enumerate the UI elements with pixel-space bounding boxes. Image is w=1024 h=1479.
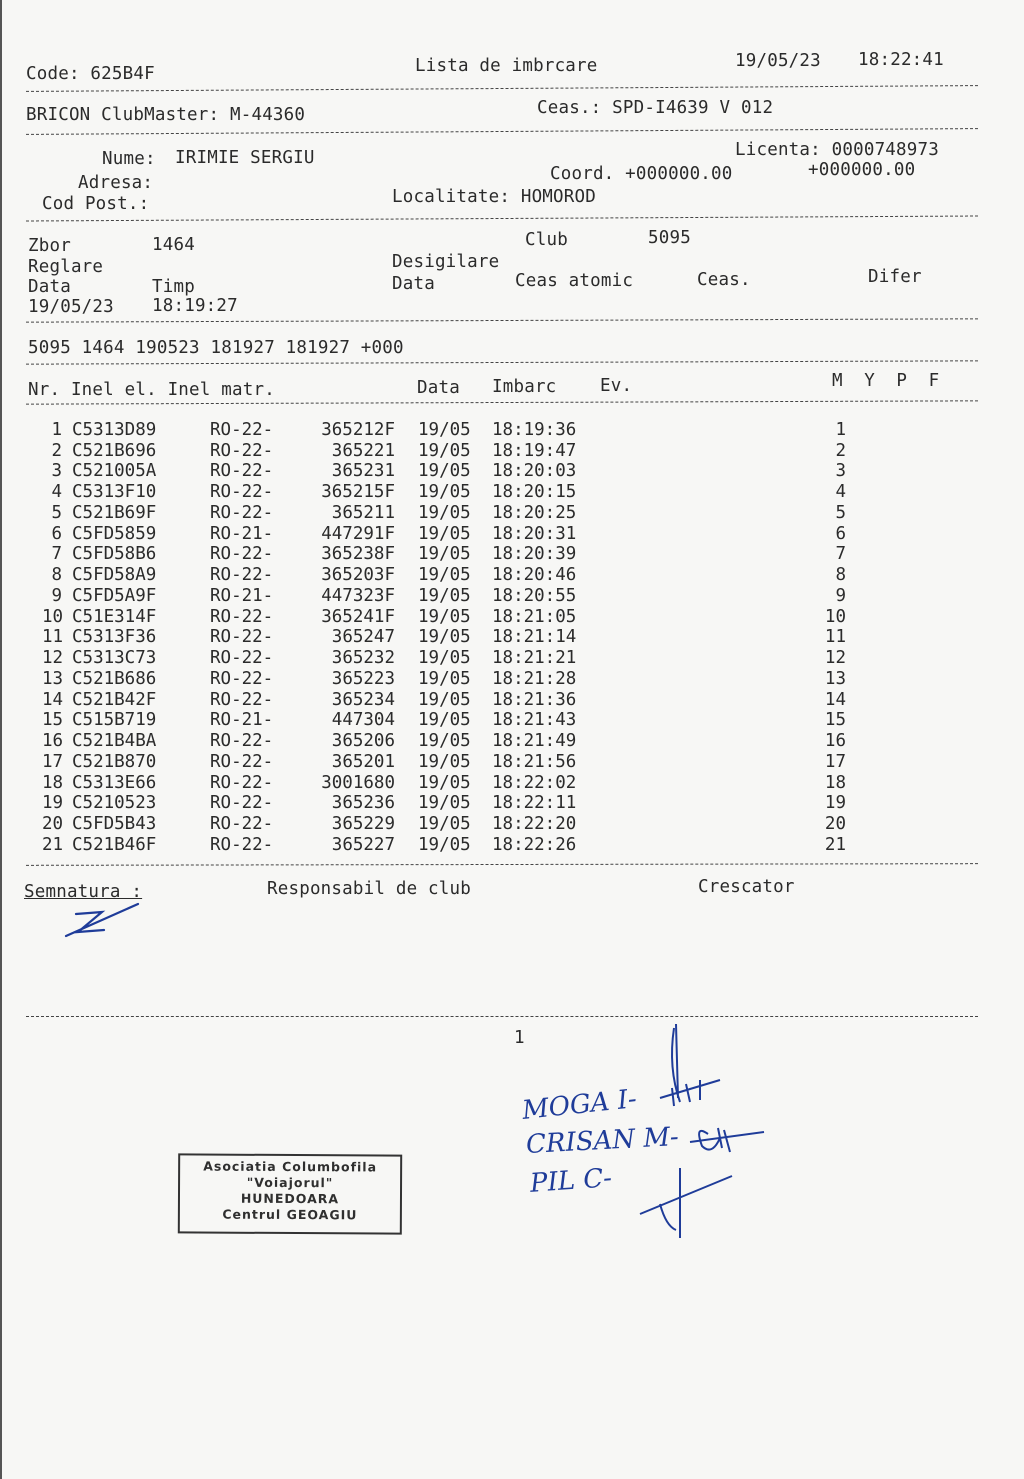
cell-m: 4 bbox=[835, 482, 846, 502]
cell-el: C521B686 bbox=[72, 669, 157, 689]
cell-pref: RO-22- bbox=[210, 420, 274, 440]
time-label: Timp bbox=[152, 277, 195, 297]
cell-m: 17 bbox=[824, 752, 846, 772]
cell-el: C521B69F bbox=[72, 503, 157, 523]
signature-mark bbox=[58, 892, 148, 944]
stamp-line-2: "Voiajorul" bbox=[246, 1174, 334, 1191]
table-row bbox=[0, 588, 1024, 609]
cell-m: 20 bbox=[824, 814, 846, 834]
print-time: 18:22:41 bbox=[858, 50, 944, 70]
clock-label: Ceas. bbox=[697, 270, 751, 290]
cell-matr: 365223 bbox=[331, 669, 395, 689]
signature-label: Semnatura : bbox=[24, 882, 143, 902]
cell-el: C5210523 bbox=[72, 793, 157, 813]
cell-m: 1 bbox=[835, 420, 846, 440]
cell-el: C521B4BA bbox=[72, 731, 157, 751]
table-row bbox=[0, 795, 1024, 816]
cell-m: 16 bbox=[824, 731, 846, 751]
cell-matr: 365241F bbox=[321, 607, 395, 627]
cell-time: 18:20:55 bbox=[492, 586, 577, 606]
cell-nr: 7 bbox=[51, 544, 62, 564]
cell-m: 13 bbox=[824, 669, 846, 689]
cell-time: 18:21:56 bbox=[492, 752, 577, 772]
table-row bbox=[0, 712, 1024, 733]
cell-nr: 20 bbox=[42, 814, 64, 834]
cell-date: 19/05 bbox=[418, 669, 471, 689]
cell-m: 21 bbox=[824, 835, 846, 855]
table-row bbox=[0, 816, 1024, 837]
cell-nr: 8 bbox=[51, 565, 62, 585]
handwritten-signatures bbox=[620, 1018, 780, 1248]
cell-date: 19/05 bbox=[418, 710, 471, 730]
summary-line: 5095 1464 190523 181927 181927 +000 bbox=[28, 338, 404, 358]
cell-el: C521B42F bbox=[72, 690, 157, 710]
cell-pref: RO-22- bbox=[210, 773, 274, 793]
divider bbox=[26, 863, 978, 866]
cell-matr: 365211 bbox=[331, 503, 395, 523]
cell-matr: 365203F bbox=[321, 565, 395, 585]
cell-pref: RO-22- bbox=[210, 544, 274, 564]
cell-el: C521B870 bbox=[72, 752, 157, 772]
cell-date: 19/05 bbox=[418, 524, 471, 544]
breeder-label: Crescator bbox=[698, 877, 795, 897]
cell-matr: 3001680 bbox=[321, 773, 395, 793]
cell-el: C5FD58A9 bbox=[72, 565, 157, 585]
cell-m: 15 bbox=[824, 710, 846, 730]
cell-time: 18:21:28 bbox=[492, 669, 577, 689]
table-row bbox=[0, 754, 1024, 775]
cell-matr: 365206 bbox=[331, 731, 395, 751]
stamp-line-1: Asociatia Columbofila bbox=[203, 1158, 378, 1175]
club-number: 5095 bbox=[648, 228, 691, 248]
cell-el: C521005A bbox=[72, 461, 157, 481]
cell-el: C5FD5859 bbox=[72, 524, 157, 544]
cell-m: 5 bbox=[835, 503, 846, 523]
cell-time: 18:20:39 bbox=[492, 544, 577, 564]
cell-pref: RO-22- bbox=[210, 461, 274, 481]
cell-el: C5FD5B43 bbox=[72, 814, 157, 834]
table-row bbox=[0, 505, 1024, 526]
table-header-rings: Nr. Inel el. Inel matr. bbox=[28, 380, 275, 400]
cell-matr: 365221 bbox=[331, 441, 395, 461]
divider bbox=[26, 216, 978, 222]
cell-time: 18:21:49 bbox=[492, 731, 577, 751]
cell-time: 18:20:03 bbox=[492, 461, 577, 481]
cell-date: 19/05 bbox=[418, 793, 471, 813]
setting-date: 19/05/23 bbox=[28, 297, 114, 317]
cell-date: 19/05 bbox=[418, 461, 471, 481]
cell-nr: 12 bbox=[42, 648, 64, 668]
table-header-myp: M Y P F bbox=[832, 371, 940, 391]
cell-date: 19/05 bbox=[418, 814, 471, 834]
table-row bbox=[0, 650, 1024, 671]
cell-nr: 4 bbox=[51, 482, 62, 502]
cell-pref: RO-22- bbox=[210, 690, 274, 710]
coordinates-lat: Coord. +000000.00 bbox=[550, 164, 733, 184]
cell-pref: RO-22- bbox=[210, 482, 274, 502]
cell-time: 18:21:43 bbox=[492, 710, 577, 730]
cell-date: 19/05 bbox=[418, 648, 471, 668]
cell-matr: 365236 bbox=[331, 793, 395, 813]
cell-m: 10 bbox=[824, 607, 846, 627]
cell-nr: 17 bbox=[42, 752, 64, 772]
cell-pref: RO-22- bbox=[210, 814, 274, 834]
cell-pref: RO-22- bbox=[210, 835, 274, 855]
document-title: Lista de imbrcare bbox=[415, 56, 598, 76]
table-row bbox=[0, 463, 1024, 484]
cell-el: C515B719 bbox=[72, 710, 157, 730]
setting-label: Reglare bbox=[28, 257, 104, 277]
table-row bbox=[0, 484, 1024, 505]
cell-date: 19/05 bbox=[418, 586, 471, 606]
cell-time: 18:22:11 bbox=[492, 793, 577, 813]
cell-nr: 10 bbox=[42, 607, 64, 627]
cell-date: 19/05 bbox=[418, 607, 471, 627]
cell-time: 18:20:46 bbox=[492, 565, 577, 585]
postal-code-label: Cod Post.: bbox=[42, 194, 150, 214]
table-header-event: Ev. bbox=[600, 376, 633, 396]
cell-matr: 365231 bbox=[331, 461, 395, 481]
date-label: Data bbox=[28, 277, 71, 297]
flight-label: Zbor bbox=[28, 236, 71, 256]
cell-nr: 21 bbox=[42, 835, 64, 855]
cell-matr: 365201 bbox=[331, 752, 395, 772]
atomic-clock-label: Ceas atomic bbox=[515, 271, 634, 291]
flight-number: 1464 bbox=[152, 235, 195, 255]
cell-time: 18:20:15 bbox=[492, 482, 577, 502]
cell-nr: 19 bbox=[42, 793, 64, 813]
owner-name-label: Nume: bbox=[102, 149, 156, 169]
table-row bbox=[0, 671, 1024, 692]
cell-date: 19/05 bbox=[418, 752, 471, 772]
handwritten-line-1: MOGA I- bbox=[520, 1084, 639, 1126]
clock-id: Ceas.: SPD-I4639 V 012 bbox=[537, 98, 774, 118]
cell-el: C5313C73 bbox=[72, 648, 157, 668]
cell-nr: 18 bbox=[42, 773, 64, 793]
setting-time: 18:19:27 bbox=[152, 296, 238, 316]
cell-matr: 365229 bbox=[331, 814, 395, 834]
cell-nr: 5 bbox=[51, 503, 62, 523]
cell-pref: RO-21- bbox=[210, 710, 274, 730]
unsealing-label: Desigilare bbox=[392, 252, 500, 272]
cell-el: C521B46F bbox=[72, 835, 157, 855]
cell-date: 19/05 bbox=[418, 835, 471, 855]
cell-nr: 2 bbox=[51, 441, 62, 461]
table-row bbox=[0, 837, 1024, 858]
cell-el: C5313E66 bbox=[72, 773, 157, 793]
cell-el: C5FD58B6 bbox=[72, 544, 157, 564]
cell-time: 18:21:21 bbox=[492, 648, 577, 668]
code-label: Code: 625B4F bbox=[26, 64, 155, 84]
cell-date: 19/05 bbox=[418, 482, 471, 502]
table-header-date: Data bbox=[417, 378, 460, 398]
table-header-boarding: Imbarc bbox=[492, 377, 557, 397]
cell-matr: 365227 bbox=[331, 835, 395, 855]
cell-time: 18:21:14 bbox=[492, 627, 577, 647]
cell-m: 7 bbox=[835, 544, 846, 564]
cell-matr: 365212F bbox=[321, 420, 395, 440]
cell-nr: 1 bbox=[51, 420, 62, 440]
cell-pref: RO-22- bbox=[210, 669, 274, 689]
divider bbox=[26, 360, 978, 364]
cell-matr: 365215F bbox=[321, 482, 395, 502]
print-date: 19/05/23 bbox=[735, 51, 821, 71]
cell-m: 12 bbox=[824, 648, 846, 668]
cell-m: 9 bbox=[835, 586, 846, 606]
cell-date: 19/05 bbox=[418, 731, 471, 751]
licence-number: Licenta: 0000748973 bbox=[735, 140, 939, 160]
cell-el: C521B696 bbox=[72, 441, 157, 461]
cell-m: 2 bbox=[835, 441, 846, 461]
cell-matr: 447304 bbox=[331, 710, 395, 730]
cell-m: 6 bbox=[835, 524, 846, 544]
cell-m: 14 bbox=[824, 690, 846, 710]
cell-nr: 11 bbox=[42, 627, 64, 647]
cell-matr: 447323F bbox=[321, 586, 395, 606]
cell-pref: RO-22- bbox=[210, 503, 274, 523]
cell-time: 18:22:02 bbox=[492, 773, 577, 793]
cell-el: C51E314F bbox=[72, 607, 157, 627]
cell-time: 18:22:26 bbox=[492, 835, 577, 855]
handwritten-line-3: PIL C- bbox=[529, 1163, 613, 1199]
cell-pref: RO-21- bbox=[210, 524, 274, 544]
cell-m: 19 bbox=[824, 793, 846, 813]
divider bbox=[26, 85, 978, 92]
cell-nr: 6 bbox=[51, 524, 62, 544]
cell-nr: 15 bbox=[42, 710, 64, 730]
cell-date: 19/05 bbox=[418, 627, 471, 647]
cell-pref: RO-22- bbox=[210, 565, 274, 585]
cell-m: 8 bbox=[835, 565, 846, 585]
cell-matr: 365238F bbox=[321, 544, 395, 564]
coordinates-lon: +000000.00 bbox=[808, 160, 916, 180]
cell-el: C5FD5A9F bbox=[72, 586, 157, 606]
cell-date: 19/05 bbox=[418, 690, 471, 710]
unseal-date-label: Data bbox=[392, 274, 435, 294]
stamp-line-3: HUNEDOARA bbox=[240, 1190, 340, 1207]
table-row bbox=[0, 422, 1024, 443]
cell-matr: 365247 bbox=[331, 627, 395, 647]
cell-date: 19/05 bbox=[418, 544, 471, 564]
table-row bbox=[0, 733, 1024, 754]
cell-pref: RO-22- bbox=[210, 793, 274, 813]
cell-matr: 365232 bbox=[331, 648, 395, 668]
cell-m: 11 bbox=[824, 627, 846, 647]
table-row bbox=[0, 629, 1024, 650]
cell-nr: 16 bbox=[42, 731, 64, 751]
cell-el: C5313D89 bbox=[72, 420, 157, 440]
cell-matr: 365234 bbox=[331, 690, 395, 710]
divider bbox=[26, 400, 978, 404]
table-row bbox=[0, 546, 1024, 567]
cell-time: 18:20:25 bbox=[492, 503, 577, 523]
cell-pref: RO-22- bbox=[210, 752, 274, 772]
club-responsible-label: Responsabil de club bbox=[267, 879, 471, 899]
address-label: Adresa: bbox=[78, 173, 154, 193]
locality: Localitate: HOMOROD bbox=[392, 187, 596, 207]
cell-pref: RO-22- bbox=[210, 648, 274, 668]
page-number: 1 bbox=[514, 1028, 525, 1048]
association-stamp bbox=[178, 1153, 402, 1234]
cell-nr: 13 bbox=[42, 669, 64, 689]
clubmaster-id: BRICON ClubMaster: M-44360 bbox=[26, 105, 306, 125]
cell-date: 19/05 bbox=[418, 565, 471, 585]
cell-nr: 14 bbox=[42, 690, 64, 710]
cell-m: 18 bbox=[824, 773, 846, 793]
cell-time: 18:22:20 bbox=[492, 814, 577, 834]
cell-date: 19/05 bbox=[418, 420, 471, 440]
cell-date: 19/05 bbox=[418, 503, 471, 523]
cell-nr: 3 bbox=[51, 461, 62, 481]
owner-name: IRIMIE SERGIU bbox=[175, 148, 315, 168]
cell-m: 3 bbox=[835, 461, 846, 481]
cell-el: C5313F10 bbox=[72, 482, 157, 502]
cell-time: 18:20:31 bbox=[492, 524, 577, 544]
cell-time: 18:21:36 bbox=[492, 690, 577, 710]
cell-nr: 9 bbox=[51, 586, 62, 606]
cell-el: C5313F36 bbox=[72, 627, 157, 647]
divider bbox=[26, 1016, 978, 1017]
cell-pref: RO-22- bbox=[210, 607, 274, 627]
cell-pref: RO-22- bbox=[210, 627, 274, 647]
difference-label: Difer bbox=[868, 267, 922, 287]
divider bbox=[26, 318, 978, 322]
handwritten-line-2: CRISAN M- bbox=[525, 1122, 680, 1160]
stamp-line-4: Centrul GEOAGIU bbox=[222, 1206, 358, 1223]
cell-pref: RO-22- bbox=[210, 441, 274, 461]
table-row bbox=[0, 567, 1024, 588]
divider bbox=[26, 128, 978, 135]
cell-date: 19/05 bbox=[418, 773, 471, 793]
cell-matr: 447291F bbox=[321, 524, 395, 544]
cell-time: 18:21:05 bbox=[492, 607, 577, 627]
cell-date: 19/05 bbox=[418, 441, 471, 461]
cell-time: 18:19:47 bbox=[492, 441, 577, 461]
cell-time: 18:19:36 bbox=[492, 420, 577, 440]
cell-pref: RO-22- bbox=[210, 731, 274, 751]
club-label: Club bbox=[525, 230, 568, 250]
cell-pref: RO-21- bbox=[210, 586, 274, 606]
